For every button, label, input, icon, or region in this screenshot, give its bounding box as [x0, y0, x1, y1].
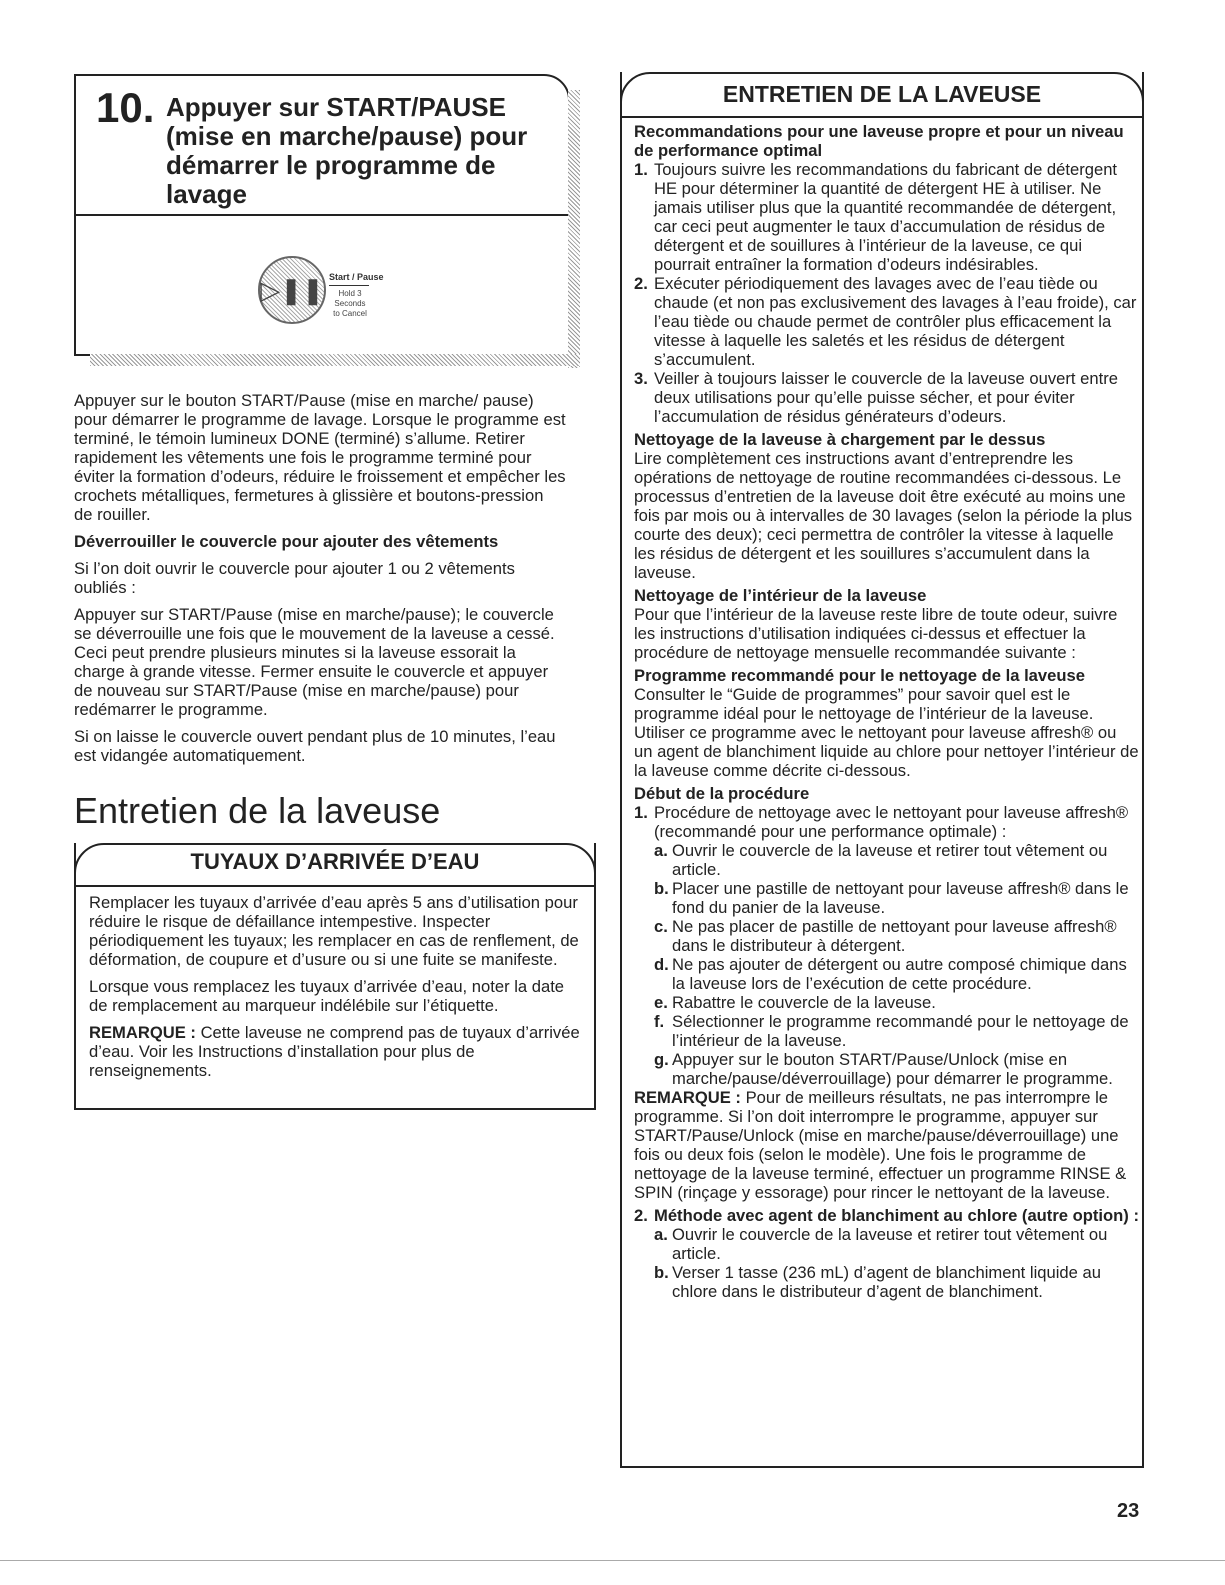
paragraph: Lorsque vous remplacez les tuyaux d’arrivée d’eau, noter la date de remplacement au marqueur indélébile sur l’étiquette. [89, 977, 565, 1015]
box-title: TUYAUX D’ARRIVÉE D’EAU [190, 849, 480, 874]
list-item: 3. Veiller à toujours laisser le couvercle de la laveuse ouvert entre deux utilisations pour qu’elle puisse sécher, et pour éviter l’accumulation de résidus générateurs d’odeurs. [634, 369, 1118, 426]
paragraph: Si on laisse le couvercle ouvert pendant plus de 10 minutes, l’eau est vidangée automatiquement. [74, 727, 556, 765]
list-item: 1. Procédure de nettoyage avec le nettoyant pour laveuse affresh® (recommandé pour une performance optimale) : [634, 803, 1129, 841]
paragraph: Remplacer les tuyaux d’arrivée d’eau après 5 ans d’utilisation pour réduire le risque de défaillance intempestive. Inspecter périodiquement les tuyaux; les remplacer en cas de renflement, de déformation, de coupure et d’usure ou si une fuite se manifeste. [89, 893, 579, 969]
sub-item: d. Ne pas ajouter de détergent ou autre composé chimique dans la laveuse lors de l’exécution de cette procédure. [654, 955, 1127, 993]
box-body [89, 893, 584, 1088]
divider [0, 1560, 1225, 1561]
list-item: 1. Toujours suivre les recommandations du fabricant de détergent HE pour déterminer la quantité de détergent HE à utiliser. Ne jamais utiliser plus que la quantité recommandée de détergent, car ceci peut augmenter le taux d’accumulation de résidus de détergent et de souillures à l’intérieur de la laveuse, ce qui pourrait entraîner la formation d’odeurs indésirables. [634, 160, 1118, 274]
subheading: Nettoyage de la laveuse à chargement par le dessus [634, 430, 1046, 449]
subheading: Recommandations pour une laveuse propre et pour un niveau de performance optimal [634, 122, 1124, 160]
subheading: Nettoyage de l’intérieur de la laveuse [634, 586, 927, 605]
sub-item: a. Ouvrir le couvercle de la laveuse et retirer tout vêtement ou article. [654, 1225, 1108, 1263]
left-body [74, 391, 566, 773]
step-10-box [74, 74, 570, 356]
step-title: Appuyer sur START/PAUSE (mise en marche/pause) pour démarrer le programme de lavage [166, 92, 528, 209]
note-text: Pour de meilleurs résultats, ne pas interrompre le programme. Si l’on doit interrompre le programme, appuyer sur START/Pause/Unlock (mise en marche/pause/déverrouillage) une fois ou deux fois (selon le modèle). Une fois le programme de nettoyage de la laveuse terminé, effectuer un programme RINSE & SPIN (rinçage y essorage) pour rincer le nettoyant de la laveuse. [634, 1088, 1127, 1202]
tuyaux-box [74, 843, 596, 1110]
list-item: 2. Méthode avec agent de blanchiment au chlore (autre option) : [634, 1206, 1139, 1225]
paragraph: Appuyer sur START/Pause (mise en marche/pause); le couvercle se déverrouille une fois que le mouvement de la laveuse a cessé. Ceci peut prendre plusieurs minutes si la laveuse essorait la charge à grande vitesse. Fermer ensuite le couvercle et appuyer de nouveau sur START/Pause (mise en marche/pause) pour redémarrer le programme. [74, 605, 555, 719]
section-title: Entretien de la laveuse [74, 790, 441, 831]
sub-item: f. Sélectionner le programme recommandé pour le nettoyage de l’intérieur de la laveuse. [654, 1012, 1129, 1050]
box-shadow [568, 90, 580, 368]
subheading: Déverrouiller le couvercle pour ajouter des vêtements [74, 532, 499, 551]
note-text: Cette laveuse ne comprend pas de tuyaux d’arrivée d’eau. Voir les Instructions d’installation pour plus de renseignements. [89, 1023, 580, 1080]
note-label: REMARQUE : [634, 1088, 741, 1107]
box-header [74, 843, 596, 887]
sub-item: a. Ouvrir le couvercle de la laveuse et retirer tout vêtement ou article. [654, 841, 1108, 879]
step-number: 10. [96, 84, 155, 131]
button-label: Start / Pause [329, 272, 384, 282]
box-title: ENTRETIEN DE LA LAVEUSE [722, 81, 1042, 107]
paragraph: Lire complètement ces instructions avant d’entreprendre les opérations de nettoyage de routine recommandées ci-dessous. Le processus d’entretien de la laveuse doit être exécuté au moins une fois par mois ou à intervalles de 30 lavages (selon la période la plus courte des deux); ceci permettra de contrôler la vitesse à laquelle les résidus de détergent et les souillures s’accumulent dans la laveuse. [634, 449, 1133, 582]
note [634, 1088, 1139, 1202]
paragraph: Pour que l’intérieur de la laveuse reste libre de toute odeur, suivre les instructions d’utilisation indiquées ci-dessus et effectuer la procédure de nettoyage mensuelle recommandée suivante : [634, 605, 1118, 662]
divider [76, 214, 568, 216]
page-number: 23 [1117, 1500, 1140, 1522]
box-shadow-bottom [90, 354, 580, 366]
box-header [620, 72, 1144, 118]
sub-item: b. Verser 1 tasse (236 mL) d’agent de blanchiment liquide au chlore dans le distributeur d’agent de blanchiment. [654, 1263, 1101, 1301]
sub-item: b. Placer une pastille de nettoyant pour laveuse affresh® dans le fond du panier de la laveuse. [654, 879, 1129, 917]
subheading: Début de la procédure [634, 784, 810, 803]
paragraph: Appuyer sur le bouton START/Pause (mise en marche/ pause) pour démarrer le programme de lavage. Lorsque le programme est terminé, le témoin lumineux DONE (terminé) s’allume. Retirer rapidement les vêtements une fois le programme terminé pour éviter la formation d’odeurs, réduire le froissement et empêcher les crochets métalliques, fermetures à glissière et boutons-pression de rouiller. [74, 391, 566, 524]
subheading: Programme recommandé pour le nettoyage de la laveuse [634, 666, 1085, 685]
sub-item: e. Rabattre le couvercle de la laveuse. [654, 993, 936, 1012]
sub-item: g. Appuyer sur le bouton START/Pause/Unlock (mise en marche/pause/déverrouillage) pour démarrer le programme. [654, 1050, 1113, 1088]
entretien-box [620, 72, 1144, 1468]
play-pause-icon: ▷❚❚ [258, 256, 326, 324]
paragraph: Si l’on doit ouvrir le couvercle pour ajouter 1 ou 2 vêtements oubliés : [74, 559, 515, 597]
button-sub-label: Hold 3 Seconds to Cancel [333, 289, 367, 318]
list-item: 2. Exécuter périodiquement des lavages avec de l’eau tiède ou chaude (et non pas exclusivement des lavages à l’eau froide), car l’eau tiède ou chaude permet de contrôler plus efficacement la vitesse à laquelle les saletés et les résidus de détergent s’accumulent. [634, 274, 1137, 369]
divider [329, 285, 369, 286]
sub-item: c. Ne pas placer de pastille de nettoyant pour laveuse affresh® dans le distributeur à détergent. [654, 917, 1117, 955]
paragraph: Consulter le “Guide de programmes” pour savoir quel est le programme idéal pour le nettoyage de l’intérieur de la laveuse. Utiliser ce programme avec le nettoyant pour laveuse affresh® ou un agent de blanchiment liquide au chlore pour nettoyer l’intérieur de la laveuse comme décrite ci-dessous. [634, 685, 1139, 780]
box-body [634, 118, 1139, 1301]
note-label: REMARQUE : [89, 1023, 196, 1042]
note [89, 1023, 584, 1080]
